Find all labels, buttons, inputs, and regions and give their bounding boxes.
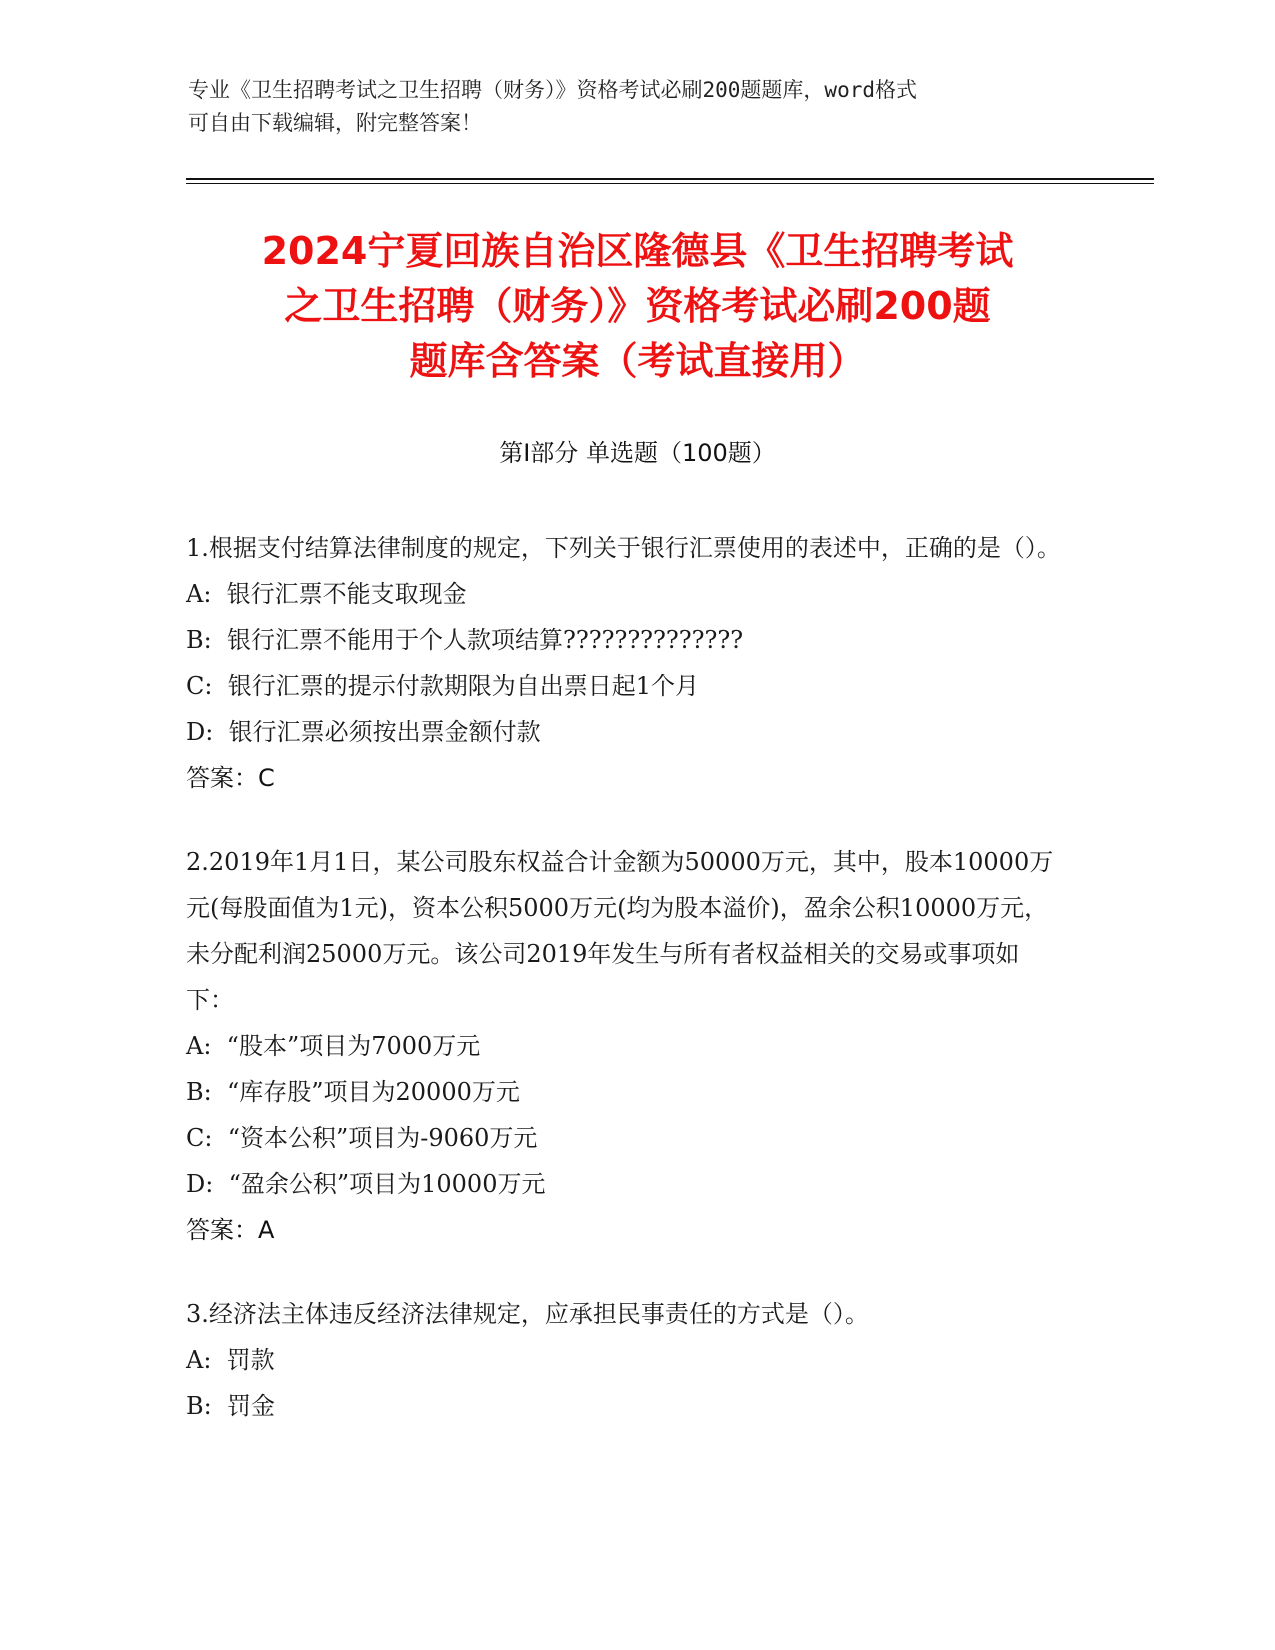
document-title-line: 之卫生招聘（财务）》资格考试必刷200题 (284, 284, 991, 328)
header-divider-thin (186, 183, 1154, 184)
question-answer: 答案：A (186, 1216, 275, 1244)
document-title (150, 224, 1125, 389)
question-1 (186, 525, 1066, 801)
question-option-d: D: “盈余公积”项目为10000万元 (186, 1170, 546, 1198)
header-note-line: 可自由下载编辑，附完整答案！ (188, 111, 482, 135)
question-answer: 答案：C (186, 764, 275, 792)
header-note (188, 74, 1068, 140)
question-option-a: A: 银行汇票不能支取现金 (186, 580, 467, 608)
document-title-line: 题库含答案（考试直接用） (409, 339, 866, 383)
question-2 (186, 839, 1066, 1253)
question-option-d: D: 银行汇票必须按出票金额付款 (186, 718, 541, 746)
header-note-line: 专业《卫生招聘考试之卫生招聘（财务）》资格考试必刷200题题库，word格式 (188, 78, 917, 102)
question-stem: 3.经济法主体违反经济法律规定，应承担民事责任的方式是（）。 (186, 1300, 869, 1328)
question-option-b: B: 罚金 (186, 1392, 275, 1420)
question-option-b: B: “库存股”项目为20000万元 (186, 1078, 520, 1106)
question-3 (186, 1291, 1066, 1429)
document-title-line: 2024宁夏回族自治区隆德县《卫生招聘考试 (261, 229, 1014, 273)
question-option-a: A: “股本”项目为7000万元 (186, 1032, 481, 1060)
section-heading: 第Ⅰ部分 单选题（100题） (499, 439, 776, 467)
question-stem: 1.根据支付结算法律制度的规定，下列关于银行汇票使用的表述中，正确的是（）。 (186, 534, 1061, 562)
question-option-c: C: “资本公积”项目为-9060万元 (186, 1124, 538, 1152)
question-list (186, 525, 1066, 1467)
question-option-b: B: 银行汇票不能用于个人款项结算?????????????? (186, 626, 744, 654)
header-divider (186, 178, 1154, 180)
question-option-a: A: 罚款 (186, 1346, 275, 1374)
question-option-c: C: 银行汇票的提示付款期限为自出票日起1个月 (186, 672, 699, 700)
question-stem: 2.2019年1月1日，某公司股东权益合计金额为50000万元，其中，股本10000万元(每股面值为1元)，资本公积5000万元(均为股本溢价)，盈余公积10000万元，未分配利润25000万元。该公司2019年发生与所有者权益相关的交易或事项如下： (186, 848, 1054, 1014)
